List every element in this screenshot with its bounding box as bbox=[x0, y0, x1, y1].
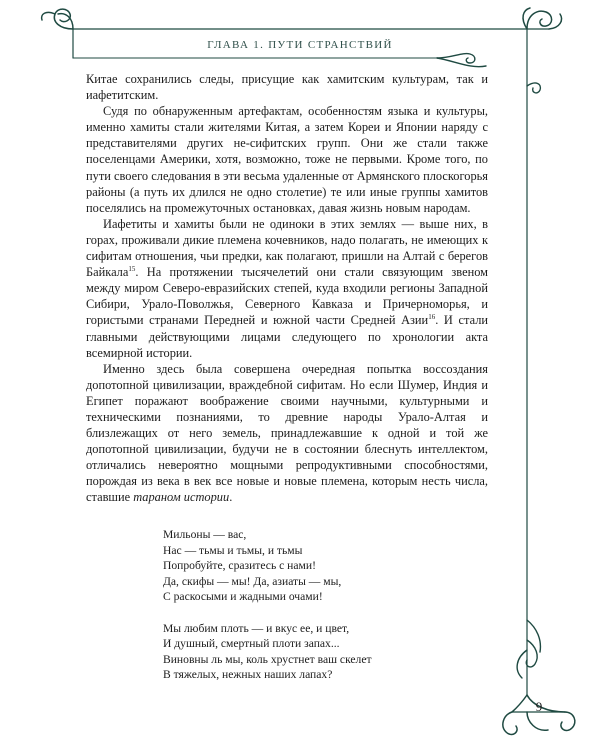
paragraph: Судя по обнаруженным артефактам, особенностям языка и культуры, именно хамиты стали жителями Китая, а затем Кореи и Японии наряду с представителями других не-сифитских групп. Они же стали также поселенцами Америки, хотя, возможно, тоже не первыми. Кроме того, по пути своего следования в эти весьма удаленные от Армянского плоскогорья районы (а путь их длился не одно столетие) те или иные группы хамитов поселялись на промежуточных остановках, давая жизнь новым народам. bbox=[86, 104, 488, 215]
poem-line: Виновны ль мы, коль хрустнет ваш скелет bbox=[163, 652, 372, 666]
poem-line: Мы любим плоть — и вкус ее, и цвет, bbox=[163, 621, 350, 635]
poem-line: И душный, смертный плоти запах... bbox=[163, 637, 340, 651]
poem-stanza bbox=[163, 527, 372, 605]
poem-line: Попробуйте, сразитесь с нами! bbox=[163, 559, 316, 573]
paragraph-text: Иафетиты и хамиты были не одиноки в этих землях — выше них, в горах, проживали дикие племена кочевников, надо полагать, не имеющих к сифитам отношения, чьи предки, как полагают, пришли на Алтай с берегов Байкала bbox=[86, 216, 488, 280]
poem-line: Нас — тьмы и тьмы, и тьмы bbox=[163, 543, 303, 557]
page-number: 9 bbox=[535, 699, 543, 714]
poem-line: Да, скифы — мы! Да, азиаты — мы, bbox=[163, 574, 342, 588]
paragraph bbox=[86, 361, 488, 506]
poem-line: В тяжелых, нежных наших лапах? bbox=[163, 668, 333, 682]
poem-epigraph bbox=[163, 527, 372, 683]
footnote-ref: 16 bbox=[428, 313, 436, 322]
paragraph bbox=[86, 216, 488, 361]
flourish-header-right bbox=[437, 54, 486, 67]
footnote-ref: 15 bbox=[128, 265, 136, 274]
running-head: ГЛАВА 1. ПУТИ СТРАНСТВИЙ bbox=[207, 39, 393, 51]
paragraph-text: . На протяжении тысячелетий они стали связующим звеном между миром Северо-евразийских степей, куда входили регионы Западной Сибири, Урало-Поволжья, Северного Кавказа и Причерноморья, и гористыми странами Передней и южной части Средней Азии bbox=[86, 265, 488, 328]
flourish-top-right bbox=[523, 8, 562, 29]
paragraph: Китае сохранились следы, присущие как хамитским культурам, так и иафетитским. bbox=[86, 72, 488, 103]
paragraph-text: . bbox=[229, 490, 233, 505]
emphasis: тараном истории bbox=[133, 490, 230, 505]
flourish-right-lower bbox=[517, 620, 540, 678]
poem-stanza bbox=[163, 621, 372, 683]
poem-line: Мильоны — вас, bbox=[163, 528, 247, 541]
paragraph-text: Именно здесь была совершена очередная попытка воссоздания допотопной цивилизации, враждебной сифитам. Но если Шумер, Индия и Египет поражают воображение своими научными, культурными и техническими познаниями, то древние народы Урало-Алтая и близлежащих от него земель, принадлежавшие к одной и той же допотопной цивилизации, будучи не в состоянии блеснуть интеллектом, отличались невероятно мощными репродуктивными способностями, порождая из века в век все новые и новые племена, которым несть числа, ставшие bbox=[86, 361, 488, 505]
poem-line: С раскосыми и жадными очами! bbox=[163, 590, 323, 604]
main-text bbox=[86, 71, 488, 506]
paragraph-text: . И стали главными действующими лицами следующего по хронологии акта всемирной истории. bbox=[86, 313, 489, 360]
flourish-top-left bbox=[42, 9, 73, 29]
flourish-right-upper bbox=[527, 83, 540, 93]
